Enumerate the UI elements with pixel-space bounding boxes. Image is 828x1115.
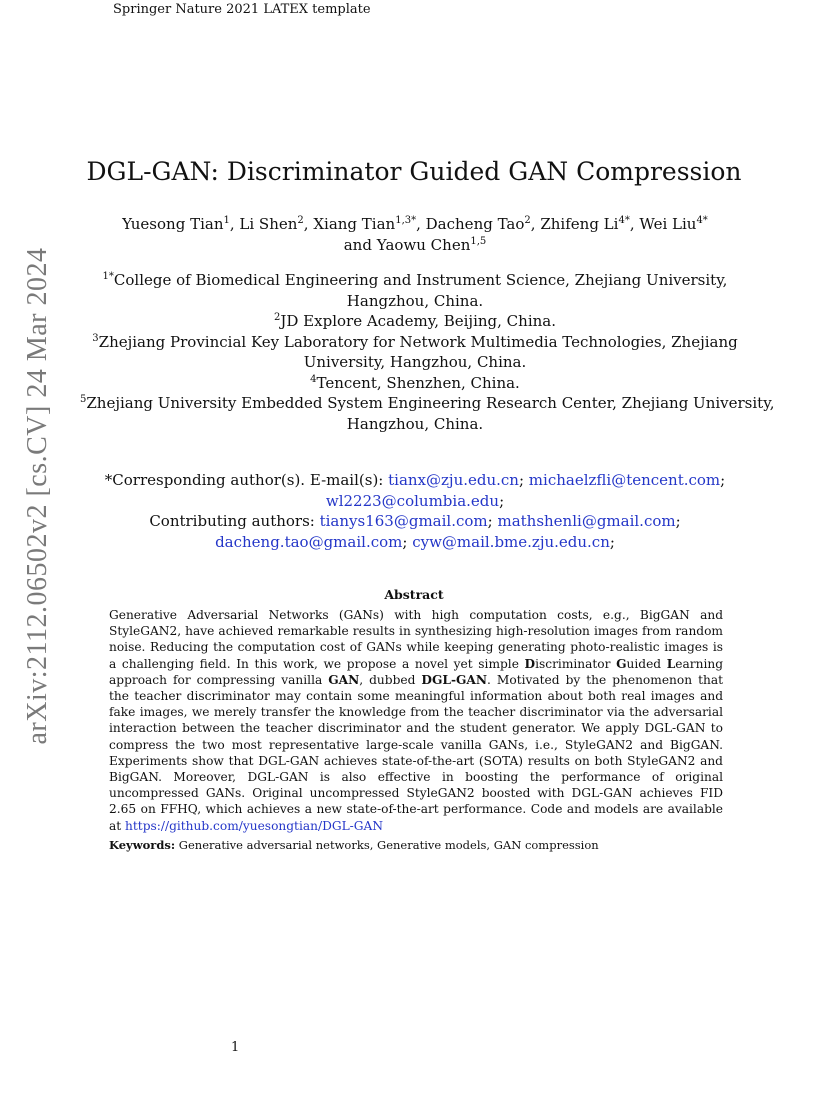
keywords-text: Generative adversarial networks, Generative models, GAN compression xyxy=(175,838,599,852)
abstract-bold: GAN xyxy=(328,672,360,687)
author-name: Dacheng Tao xyxy=(425,215,525,233)
author-name: Wei Liu xyxy=(639,215,697,233)
author-name: Xiang Tian xyxy=(313,215,396,233)
code-link[interactable]: https://github.com/yuesongtian/DGL-GAN xyxy=(125,818,383,833)
keywords-label: Keywords: xyxy=(109,838,176,852)
separator: ; xyxy=(499,491,505,510)
affiliation-text: JD Explore Academy, Beijing, China. xyxy=(280,312,556,330)
abstract-bold: D xyxy=(524,656,536,671)
author-name: Zhifeng Li xyxy=(540,215,619,233)
author-affiliation-mark: 1,5 xyxy=(470,236,487,247)
affiliation-line xyxy=(80,270,750,291)
page-number: 1 xyxy=(231,1040,240,1055)
abstract-body xyxy=(109,607,723,834)
affiliation-mark: 2 xyxy=(274,312,281,323)
affiliation-mark: 4 xyxy=(310,373,317,385)
affiliation-text: Zhejiang Provincial Key Laboratory for Network Multimedia Technologies, Zhejiang xyxy=(98,332,738,351)
affiliation-text: Zhejiang University Embedded System Engineering Research Center, Zhejiang University, xyxy=(86,394,775,412)
corresponding-line xyxy=(80,491,750,512)
email-link[interactable]: dacheng.tao@gmail.com xyxy=(215,532,403,551)
email-link[interactable]: tianx@zju.edu.cn xyxy=(388,471,519,489)
affiliation-line: Hangzhou, China. xyxy=(346,291,484,310)
author-name: Yaowu Chen xyxy=(376,236,471,254)
abstract-bold: L xyxy=(666,656,676,671)
abstract-text: earning approach for compressing vanilla xyxy=(109,656,723,687)
affiliation-line xyxy=(80,373,750,394)
abstract-bold: DGL-GAN xyxy=(421,672,488,687)
contributing-line xyxy=(80,532,750,553)
email-link[interactable]: mathshenli@gmail.com xyxy=(497,512,676,530)
contact-block xyxy=(80,470,750,552)
author-affiliation-mark: 2 xyxy=(524,215,531,226)
affiliation-line xyxy=(80,393,775,414)
separator: ; xyxy=(402,532,413,551)
author-conjunction: and xyxy=(343,236,377,254)
email-link[interactable]: michaelzfli@tencent.com xyxy=(528,471,721,489)
affiliation-line xyxy=(80,332,750,353)
affiliation-mark: 3 xyxy=(92,332,99,344)
abstract-text: Generative Adversarial Networks (GANs) with high computation costs, e.g., BigGAN and StyleGAN2, have achieved remarkable results in synthesizing high-resolution images from random noise. Reducing the computation cost of GANs while keeping generating photo-realistic images is a challenging field. In this work, we propose a novel yet simple xyxy=(109,608,723,671)
abstract-text: uided xyxy=(626,656,667,671)
email-link[interactable]: tianys163@gmail.com xyxy=(319,512,488,530)
author-name: Li Shen xyxy=(239,215,298,233)
separator: ; xyxy=(487,512,498,530)
contributing-line xyxy=(80,511,750,532)
abstract-heading: Abstract xyxy=(384,587,444,602)
author-name: Yuesong Tian xyxy=(122,215,224,233)
affiliation-line xyxy=(80,311,750,332)
affiliation-line: University, Hangzhou, China. xyxy=(303,353,527,371)
running-header: Springer Nature 2021 LATEX template xyxy=(113,2,371,17)
abstract-text: , dubbed xyxy=(359,672,422,687)
abstract-text: iscriminator xyxy=(535,656,617,671)
author-list: Yuesong Tian$^1$, Li Shen$^2$, Xiang Tian$^{1,3*}$, Dacheng Tao$^2$, Zhifeng $Li^{4*}$, Wei Liu$^{4*}$ and Yaowu Chen$^{1,5}$ xyxy=(122,215,708,254)
affiliation-text: Tencent, Shenzhen, China. xyxy=(316,373,520,392)
keywords xyxy=(109,838,723,853)
separator: ; xyxy=(720,471,726,489)
abstract-text: . Motivated by the phenomenon that the teacher discriminator may contain some meaningful information about both real images and fake images, we merely transfer the knowledge from the teacher discriminator via the adversarial interaction between the teacher discriminator and the student generator. We apply DGL-GAN to compress the two most representative large-scale vanilla GANs, i.e., StyleGAN2 and BigGAN. Experiments show that DGL-GAN achieves state-of-the-art (SOTA) results on both StyleGAN2 and BigGAN. Moreover, DGL-GAN is also effective in boosting the performance of original uncompressed GANs. Original uncompressed StyleGAN2 boosted with DGL-GAN achieves FID 2.65 on FFHQ, which achieves a new state-of-the-art performance. Code and models are available at xyxy=(109,672,723,833)
paper-title: DGL-GAN: Discriminator Guided GAN Compression xyxy=(86,157,742,186)
author-affiliation-mark: 2 xyxy=(297,215,304,226)
affiliation-mark: 1* xyxy=(102,271,114,282)
email-link[interactable]: wl2223@columbia.edu xyxy=(325,491,500,510)
affiliation-text: College of Biomedical Engineering and Instrument Science, Zhejiang University, xyxy=(113,271,728,289)
author-affiliation-mark: 1 xyxy=(223,215,230,226)
separator: ; xyxy=(675,512,681,530)
affiliation-line: Hangzhou, China. xyxy=(346,414,484,433)
author-affiliation-mark: 4* xyxy=(618,215,630,226)
author-affiliation-mark: 4* xyxy=(696,215,708,226)
author-affiliation-mark: 1,3* xyxy=(395,215,417,226)
corresponding-line xyxy=(80,470,750,491)
arxiv-identifier: arXiv:2112.06502v2 [cs.CV] 24 Mar 2024 xyxy=(22,247,53,745)
affiliation-mark: 5 xyxy=(80,394,87,405)
contributing-label: Contributing authors: xyxy=(149,512,320,530)
separator: ; xyxy=(518,471,529,489)
corresponding-label: *Corresponding author(s). E-mail(s): xyxy=(104,471,389,489)
email-link[interactable]: cyw@mail.bme.zju.edu.cn xyxy=(412,532,610,551)
affiliation-list xyxy=(80,270,775,434)
separator: ; xyxy=(609,532,615,551)
abstract-bold: G xyxy=(616,656,627,671)
